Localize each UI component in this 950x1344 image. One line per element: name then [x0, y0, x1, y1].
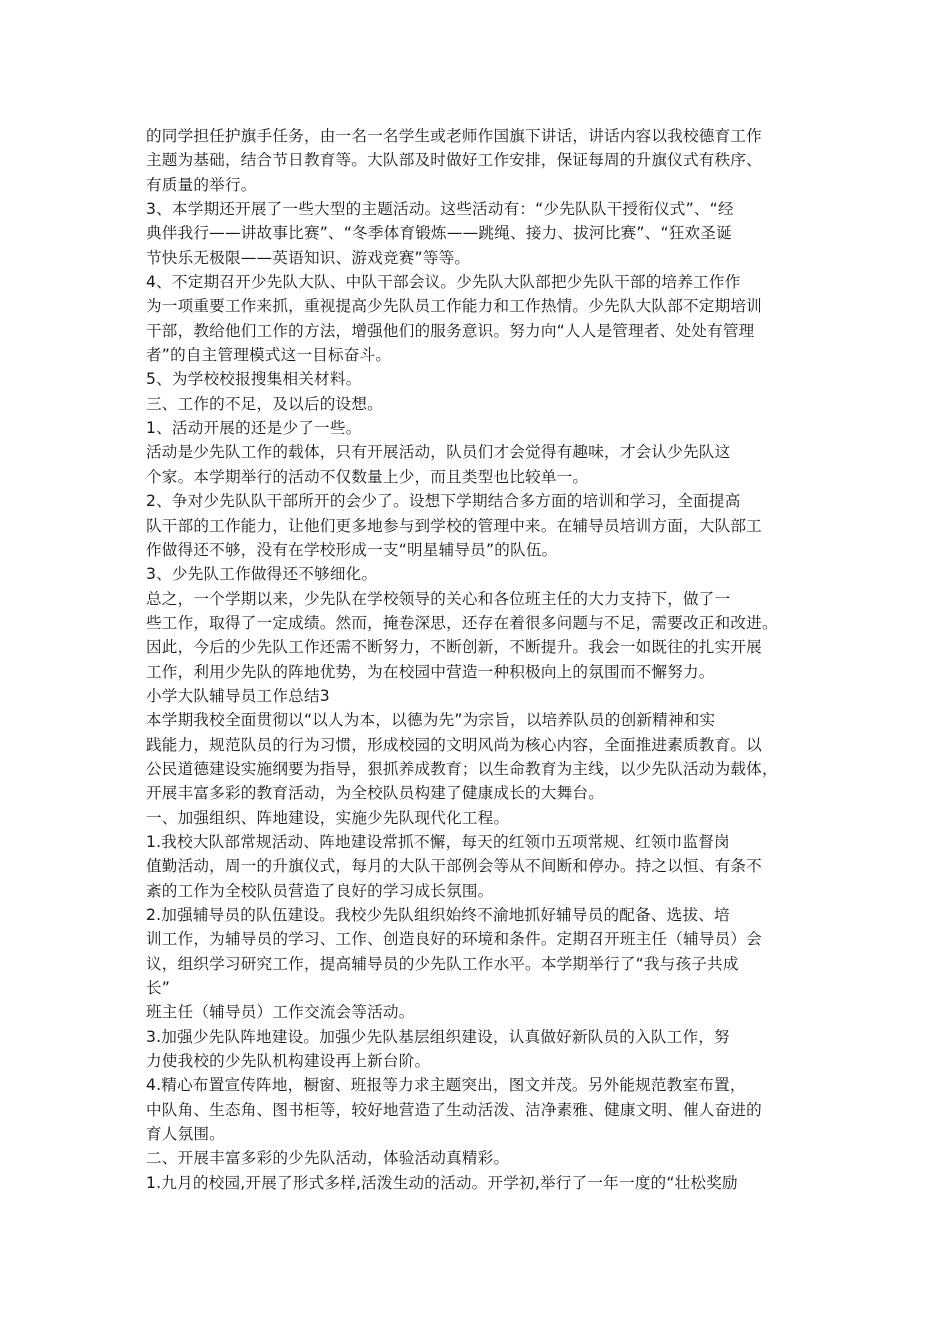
- text-line: 2、争对少先队队干部所开的会少了。设想下学期结合多方面的培训和学习，全面提高: [146, 492, 741, 511]
- text-line: 5、为学校校报搜集相关材料。: [146, 370, 362, 389]
- text-line: 育人氛围。: [146, 1125, 225, 1144]
- text-line: 干部，教给他们工作的方法，增强他们的服务意识。努力向“人人是管理者、处处有管理: [146, 321, 755, 340]
- text-line: 3.加强少先队阵地建设。加强少先队基层组织建设，认真做好新队员的入队工作，努: [146, 1027, 730, 1046]
- text-line: 值勤活动，周一的升旗仪式，每月的大队干部例会等从不间断和停办。持之以恒、有条不: [146, 857, 762, 876]
- text-line: 队干部的工作能力，让他们更多地参与到学校的管理中来。在辅导员培训方面，大队部工: [146, 516, 762, 535]
- text-line: 3、少先队工作做得还不够细化。: [146, 565, 378, 584]
- text-line: 中队角、生态角、图书柜等，较好地营造了生动活泼、洁净素雅、健康文明、催人奋进的: [146, 1100, 762, 1119]
- text-line: 公民道德建设实施纲要为指导，狠抓养成教育；以生命教育为主线，以少先队活动为载体，: [146, 759, 778, 778]
- text-line: 1.九月的校园,开展了形式多样,活泼生动的活动。开学初,举行了一年一度的“壮松奖励: [146, 1173, 738, 1192]
- text-line: 长”: [146, 979, 171, 998]
- document-page: [146, 124, 826, 1195]
- text-line: 工作，利用少先队的阵地优势，为在校园中营造一种积极向上的氛围而不懈努力。: [146, 662, 715, 681]
- text-line: 3、本学期还开展了一些大型的主题活动。这些活动有：“少先队队干授衔仪式”、“经: [146, 200, 734, 219]
- text-line: 者”的自主管理模式这一目标奋斗。: [146, 346, 392, 365]
- text-line: 4、不定期召开少先队大队、中队干部会议。少先队大队部把少先队干部的培养工作作: [146, 273, 741, 292]
- text-line: 紊的工作为全校队员营造了良好的学习成长氛围。: [146, 881, 494, 900]
- text-line: 有质量的举行。: [146, 175, 257, 194]
- text-line: 总之，一个学期以来，少先队在学校领导的关心和各位班主任的大力支持下，做了一: [146, 589, 731, 608]
- text-line: 训工作，为辅导员的学习、工作、创造良好的环境和条件。定期召开班主任（辅导员）会: [146, 930, 762, 949]
- text-line: 议，组织学习研究工作，提高辅导员的少先队工作水平。本学期举行了“我与孩子共成: [146, 954, 739, 973]
- text-line: 4.精心布置宣传阵地，橱窗、班报等力求主题突出，图文并茂。另外能规范教室布置，: [146, 1076, 746, 1095]
- text-line: 1、活动开展的还是少了一些。: [146, 419, 362, 438]
- text-line: 班主任（辅导员）工作交流会等活动。: [146, 1003, 415, 1022]
- text-line: 一、加强组织、阵地建设，实施少先队现代化工程。: [146, 808, 510, 827]
- text-line: 2.加强辅导员的队伍建设。我校少先队组织始终不渝地抓好辅导员的配备、选拔、培: [146, 906, 730, 924]
- text-line: 小学大队辅导员工作总结3: [146, 686, 330, 705]
- text-line: 为一项重要工作来抓，重视提高少先队员工作能力和工作热情。少先队大队部不定期培训: [146, 297, 762, 316]
- text-line: 因此，今后的少先队工作还需不断努力，不断创新，不断提升。我会一如既往的扎实开展: [146, 638, 762, 657]
- text-line: 活动是少先队工作的载体，只有开展活动，队员们才会觉得有趣味，才会认少先队这: [146, 443, 731, 462]
- text-line: 的同学担任护旗手任务，由一名一名学生或老师作国旗下讲话，讲话内容以我校德育工作: [146, 127, 762, 145]
- text-line: 践能力，规范队员的行为习惯，形成校园的文明风尚为核心内容，全面推进素质教育。以: [146, 735, 762, 754]
- text-line: 三、工作的不足，及以后的设想。: [146, 394, 383, 413]
- text-line: 节快乐无极限——英语知识、游戏竞赛”等等。: [146, 248, 471, 267]
- text-line: 些工作，取得了一定成绩。然而，掩卷深思，还存在着很多问题与不足，需要改正和改进。: [146, 613, 778, 632]
- text-line: 力使我校的少先队机构建设再上新台阶。: [146, 1052, 431, 1071]
- text-line: 作做得还不够，没有在学校形成一支“明星辅导员”的队伍。: [146, 540, 558, 559]
- text-line: 个家。本学期举行的活动不仅数量上少，而且类型也比较单一。: [146, 467, 589, 486]
- text-line: 1.我校大队部常规活动、阵地建设常抓不懈，每天的红领巾五项常规、红领巾监督岗: [146, 832, 730, 851]
- text-line: 主题为基础，结合节日教育等。大队部及时做好工作安排，保证每周的升旗仪式有秩序、: [146, 151, 762, 170]
- text-line: 开展丰富多彩的教育活动，为全校队员构建了健康成长的大舞台。: [146, 784, 605, 803]
- text-line: 二、开展丰富多彩的少先队活动，体验活动真精彩。: [146, 1149, 510, 1168]
- text-line: 本学期我校全面贯彻以“以人为本，以德为先”为宗旨，以培养队员的创新精神和实: [146, 711, 716, 730]
- text-line: 典伴我行——讲故事比赛”、“冬季体育锻炼——跳绳、接力、拔河比赛”、“狂欢圣诞: [146, 224, 732, 243]
